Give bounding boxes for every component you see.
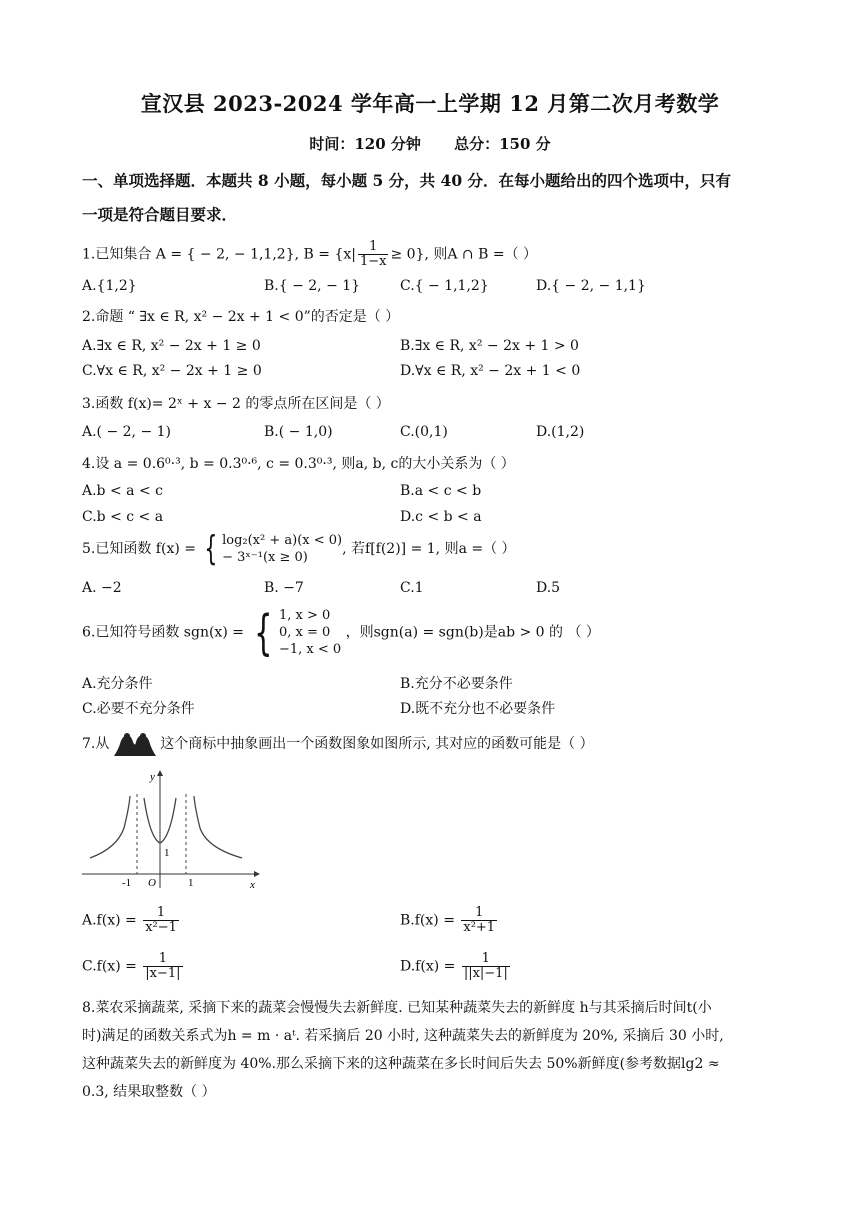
option-prefix: A.f(x) = xyxy=(82,912,142,929)
sign-function-cases xyxy=(248,604,342,661)
fraction-numerator: 1 xyxy=(461,906,497,921)
function-graph xyxy=(82,768,262,890)
q4-option-a: A.b < a < c xyxy=(82,483,163,499)
question-8-line4: 0.3, 结果取整数（ ） xyxy=(82,1084,216,1100)
option-fraction xyxy=(143,906,179,935)
option-fraction xyxy=(462,952,510,981)
q6-option-a: A.充分条件 xyxy=(82,676,153,692)
q5-option-b: B. −7 xyxy=(264,580,304,596)
option-fraction xyxy=(461,906,497,935)
q3-option-d: D.(1,2) xyxy=(536,424,585,440)
curve-right-branch xyxy=(194,796,242,858)
fraction-numerator: 1 xyxy=(143,952,182,967)
y-axis-arrow-icon xyxy=(157,770,163,776)
q1-option-c: C.{ − 1,1,2} xyxy=(400,278,489,294)
question-7-ask: 这个商标中抽象画出一个函数图象如图所示, 其对应的函数可能是（ ） xyxy=(160,736,594,752)
q7-option-c xyxy=(82,952,185,981)
option-prefix: C.f(x) = xyxy=(82,958,142,975)
q7-option-a xyxy=(82,906,181,935)
x-tick-one: 1 xyxy=(188,877,194,889)
q5-option-a: A. −2 xyxy=(82,580,122,596)
case-3: −1, x < 0 xyxy=(278,642,342,657)
fraction-denominator: ||x|−1| xyxy=(463,966,508,981)
set-b-close: ≥ 0}, xyxy=(390,246,429,263)
question-8-line2: 时)满足的函数关系式为h = m · aᵗ. 若采摘后 20 小时, 这种蔬菜失去的新鲜度为 20%, 采摘后 30 小时, xyxy=(82,1028,724,1044)
fraction-denominator: |x−1| xyxy=(145,966,181,981)
question-1-ask: 则A ∩ B =（ ） xyxy=(428,246,538,263)
left-brace: { xyxy=(254,604,273,661)
piecewise-function xyxy=(200,529,343,569)
case-2: − 3ˣ⁻¹(x ≥ 0) xyxy=(222,550,308,565)
question-5-stem xyxy=(82,529,516,569)
origin-label: O xyxy=(148,877,156,889)
y-axis-label: y xyxy=(150,771,155,783)
exam-time: 时间：120 分钟 xyxy=(309,135,421,153)
fraction-denominator: x²+1 xyxy=(463,920,496,935)
question-1-stem xyxy=(82,240,537,269)
case-1: 1, x > 0 xyxy=(278,608,331,623)
question-3-stem: 3.函数 f(x)= 2ˣ + x − 2 的零点所在区间是（ ） xyxy=(82,396,390,412)
q2-option-c: C.∀x ∈ R, x² − 2x + 1 ≥ 0 xyxy=(82,363,262,379)
q2-option-b: B.∃x ∈ R, x² − 2x + 1 > 0 xyxy=(400,338,579,354)
q4-option-c: C.b < c < a xyxy=(82,509,164,525)
question-8-line1: 8.菜农采摘蔬菜, 采摘下来的蔬菜会慢慢失去新鲜度. 已知某种蔬菜失去的新鲜度 h与其采摘后时间t(小 xyxy=(82,1000,712,1016)
q2-option-d: D.∀x ∈ R, x² − 2x + 1 < 0 xyxy=(400,363,581,379)
exam-title: 宣汉县 2023-2024 学年高一上学期 12 月第二次月考数学 xyxy=(140,91,720,116)
section-heading xyxy=(82,164,782,232)
exam-subtitle xyxy=(0,133,860,154)
case-2: 0, x = 0 xyxy=(278,625,331,640)
question-1-text: 1.已知集合 A = { − 2, − 1,1,2}, B = xyxy=(82,246,335,263)
left-brace: { xyxy=(204,529,218,569)
question-4-stem: 4.设 a = 0.6⁰·³, b = 0.3⁰·⁶, c = 0.3⁰·³, 则a, b, c的大小关系为（ ） xyxy=(82,456,515,472)
x-tick-neg-one: -1 xyxy=(122,877,132,889)
x-axis-arrow-icon xyxy=(254,871,260,877)
set-b-open: {x| xyxy=(334,246,356,263)
q6-option-c: C.必要不充分条件 xyxy=(82,701,195,717)
q6-option-d: D.既不充分也不必要条件 xyxy=(400,701,556,717)
brand-logo-icon xyxy=(114,732,156,756)
question-8-stem xyxy=(82,994,782,1106)
q3-option-b: B.( − 1,0) xyxy=(264,424,333,440)
curve-left-branch xyxy=(90,796,130,858)
q2-option-a: A.∃x ∈ R, x² − 2x + 1 ≥ 0 xyxy=(82,338,261,354)
question-6-text: 6.已知符号函数 sgn(x) = xyxy=(82,624,249,641)
q6-option-b: B.充分不必要条件 xyxy=(400,676,513,692)
exam-total-score: 总分：150 分 xyxy=(454,135,551,153)
q1-option-d: D.{ − 2, − 1,1} xyxy=(536,278,646,294)
q4-option-b: B.a < c < b xyxy=(400,483,482,499)
question-5-text: 5.已知函数 f(x) = xyxy=(82,541,201,557)
set-b-fraction xyxy=(358,240,389,269)
q4-option-d: D.c < b < a xyxy=(400,509,482,525)
question-2-stem: 2.命题 “ ∃x ∈ R, x² − 2x + 1 < 0”的否定是（ ） xyxy=(82,309,400,325)
q7-option-b xyxy=(400,906,499,935)
q3-option-c: C.(0,1) xyxy=(400,424,448,440)
q7-option-d xyxy=(400,952,512,981)
q5-option-d: D.5 xyxy=(536,580,561,596)
option-prefix: D.f(x) = xyxy=(400,958,460,975)
option-prefix: B.f(x) = xyxy=(400,912,460,929)
question-5-ask: , 若f[f(2)] = 1, 则a =（ ） xyxy=(342,541,516,557)
y-tick-one: 1 xyxy=(164,847,170,859)
q1-option-b: B.{ − 2, − 1} xyxy=(264,278,361,294)
case-1: log₂(x² + a)(x < 0) xyxy=(222,533,343,548)
x-axis-label: x xyxy=(250,879,255,890)
question-8-line3: 这种蔬菜失去的新鲜度为 40%.那么采摘下来的这种蔬菜在多长时间后失去 50%新鲜度(参考数据lg2 ≈ xyxy=(82,1056,720,1072)
fraction-denominator: 1−x xyxy=(359,254,387,269)
q1-option-a: A.{1,2} xyxy=(82,278,137,294)
fraction-numerator: 1 xyxy=(358,240,389,255)
fraction-numerator: 1 xyxy=(462,952,510,967)
section-heading-line1: 一、单项选择题．本题共 8 小题，每小题 5 分，共 40 分．在每小题给出的四个选项中，只有 xyxy=(82,171,732,190)
fraction-numerator: 1 xyxy=(143,906,179,921)
option-fraction xyxy=(143,952,182,981)
question-7-text: 7.从 xyxy=(82,736,110,752)
fraction-denominator: x²−1 xyxy=(145,920,177,935)
q5-option-c: C.1 xyxy=(400,580,424,596)
question-6-ask: ，则sgn(a) = sgn(b)是ab > 0 的 （ ） xyxy=(341,624,600,641)
question-7-stem xyxy=(82,732,594,756)
question-6-stem xyxy=(82,604,600,661)
section-heading-line2: 一项是符合题目要求． xyxy=(82,205,238,224)
q3-option-a: A.( − 2, − 1) xyxy=(82,424,172,440)
